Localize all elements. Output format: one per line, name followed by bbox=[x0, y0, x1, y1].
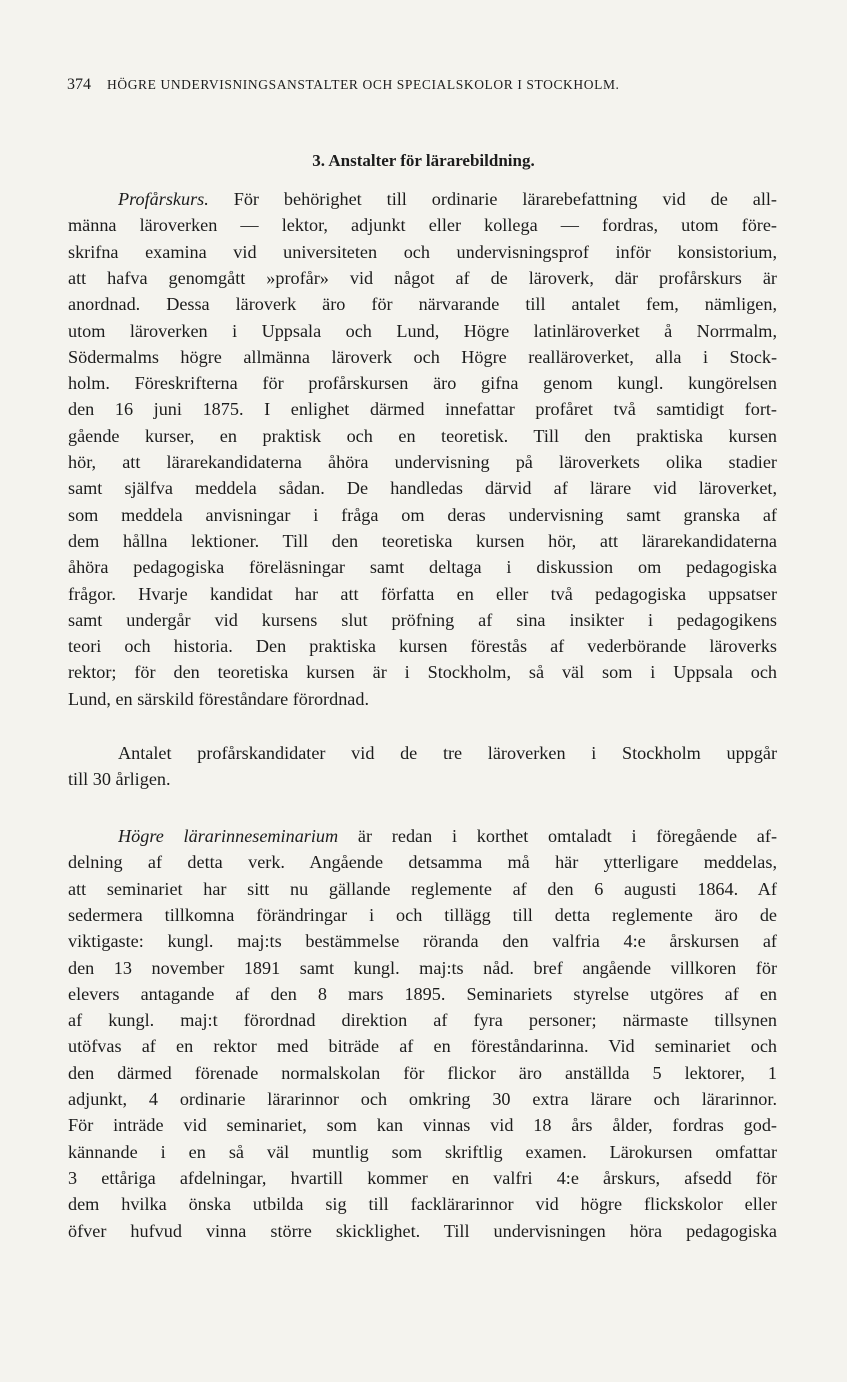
body-line: öfver hufvud vinna större skicklighet. Till undervisningen höra pedagogiska bbox=[68, 1220, 777, 1241]
body-line: den 16 juni 1875. I enlighet därmed innefattar profåret två samtidigt fort- bbox=[68, 399, 777, 420]
section-title: 3. Anstalter för lärarebildning. bbox=[312, 151, 535, 170]
body-line: den 13 november 1891 samt kungl. maj:ts nåd. bref angående villkoren för bbox=[68, 957, 777, 978]
body-line: dem hvilka önska utbilda sig till facklärarinnor vid högre flickskolor eller bbox=[68, 1194, 777, 1215]
body-line: utom läroverken i Uppsala och Lund, Högre latinläroverket å Norrmalm, bbox=[68, 320, 777, 341]
body-line: För inträde vid seminariet, som kan vinnas vid 18 års ålder, fordras god- bbox=[68, 1115, 777, 1136]
running-title: HÖGRE UNDERVISNINGSANSTALTER OCH SPECIALSKOLOR I STOCKHOLM. bbox=[107, 77, 620, 92]
body-line: sedermera tillkomna förändringar i och tillägg till detta reglemente äro de bbox=[68, 904, 777, 925]
body-line: holm. Föreskrifterna för profårskursen äro gifna genom kungl. kungörelsen bbox=[68, 373, 777, 394]
body-line: åhöra pedagogiska föreläsningar samt deltaga i diskussion om pedagogiska bbox=[68, 557, 777, 578]
body-line: dem hållna lektioner. Till den teoretiska kursen hör, att lärarekandidaterna bbox=[68, 530, 777, 551]
body-line: frågor. Hvarje kandidat har att författa en eller två pedagogiska uppsatser bbox=[68, 583, 777, 604]
body-line: gående kurser, en praktisk och en teoretisk. Till den praktiska kursen bbox=[68, 425, 777, 446]
body-line: den därmed förenade normalskolan för flickor äro anställda 5 lektorer, 1 bbox=[68, 1062, 777, 1083]
body-line: viktigaste: kungl. maj:ts bestämmelse röranda den valfria 4:e årskursen af bbox=[68, 931, 777, 952]
body-line: hör, att lärarekandidaterna åhöra undervisning på läroverkets olika stadier bbox=[68, 452, 777, 472]
body-line: af kungl. maj:t förordnad direktion af fyra personer; närmaste tillsynen bbox=[68, 1010, 777, 1031]
body-line: Högre lärarinneseminarium är redan i korthet omtaladt i föregående af- bbox=[118, 826, 777, 846]
paragraph-lead: Profårskurs. bbox=[118, 189, 209, 209]
body-line: som meddela anvisningar i fråga om deras undervisning samt granska af bbox=[68, 504, 777, 525]
body-line: Lund, en särskild föreståndare förordnad. bbox=[68, 688, 369, 709]
body-line: till 30 årligen. bbox=[68, 769, 171, 790]
running-header bbox=[67, 76, 767, 94]
page-number: 374 bbox=[67, 76, 91, 93]
body-line: skrifna examina vid universiteten och undervisningsprof inför konsistorium, bbox=[68, 241, 777, 262]
body-line: anordnad. Dessa läroverk äro för närvarande till antalet fem, nämligen, bbox=[68, 294, 777, 315]
body-line: kännande i en så väl muntlig som skriftlig examen. Lärokursen omfattar bbox=[68, 1141, 777, 1162]
body-line: Antalet profårskandidater vid de tre läroverken i Stockholm uppgår bbox=[118, 743, 777, 763]
body-line: elevers antagande af den 8 mars 1895. Seminariets styrelse utgöres af en bbox=[68, 983, 777, 1004]
body-line: Profårskurs. För behörighet till ordinarie lärarebefattning vid de all- bbox=[118, 189, 777, 209]
body-line: utöfvas af en rektor med biträde af en föreståndarinna. Vid seminariet och bbox=[68, 1036, 777, 1057]
body-line: delning af detta verk. Angående detsamma må här ytterligare meddelas, bbox=[68, 852, 777, 873]
body-line: männa läroverken — lektor, adjunkt eller kollega — fordras, utom före- bbox=[68, 215, 777, 236]
body-line: adjunkt, 4 ordinarie lärarinnor och omkring 30 extra lärare och lärarinnor. bbox=[68, 1089, 777, 1109]
body-line: samt själfva meddela sådan. De handledas därvid af lärare vid läroverket, bbox=[68, 478, 777, 499]
body-line: att hafva genomgått »profår» vid något af de läroverk, där profårskurs är bbox=[68, 267, 777, 288]
body-line: samt undergår vid kursens slut pröfning af sina insikter i pedagogikens bbox=[68, 609, 777, 630]
body-line: rektor; för den teoretiska kursen är i Stockholm, så väl som i Uppsala och bbox=[68, 662, 777, 683]
body-line: 3 ettåriga afdelningar, hvartill kommer en valfri 4:e årskurs, afsedd för bbox=[68, 1167, 777, 1188]
paragraph-lead: Högre lärarinneseminarium bbox=[118, 826, 339, 846]
body-line: Södermalms högre allmänna läroverk och Högre realläroverket, alla i Stock- bbox=[68, 346, 777, 367]
body-line: teori och historia. Den praktiska kursen förestås af vederbörande läroverks bbox=[68, 636, 777, 657]
body-line: att seminariet har sitt nu gällande reglemente af den 6 augusti 1864. Af bbox=[68, 878, 777, 899]
